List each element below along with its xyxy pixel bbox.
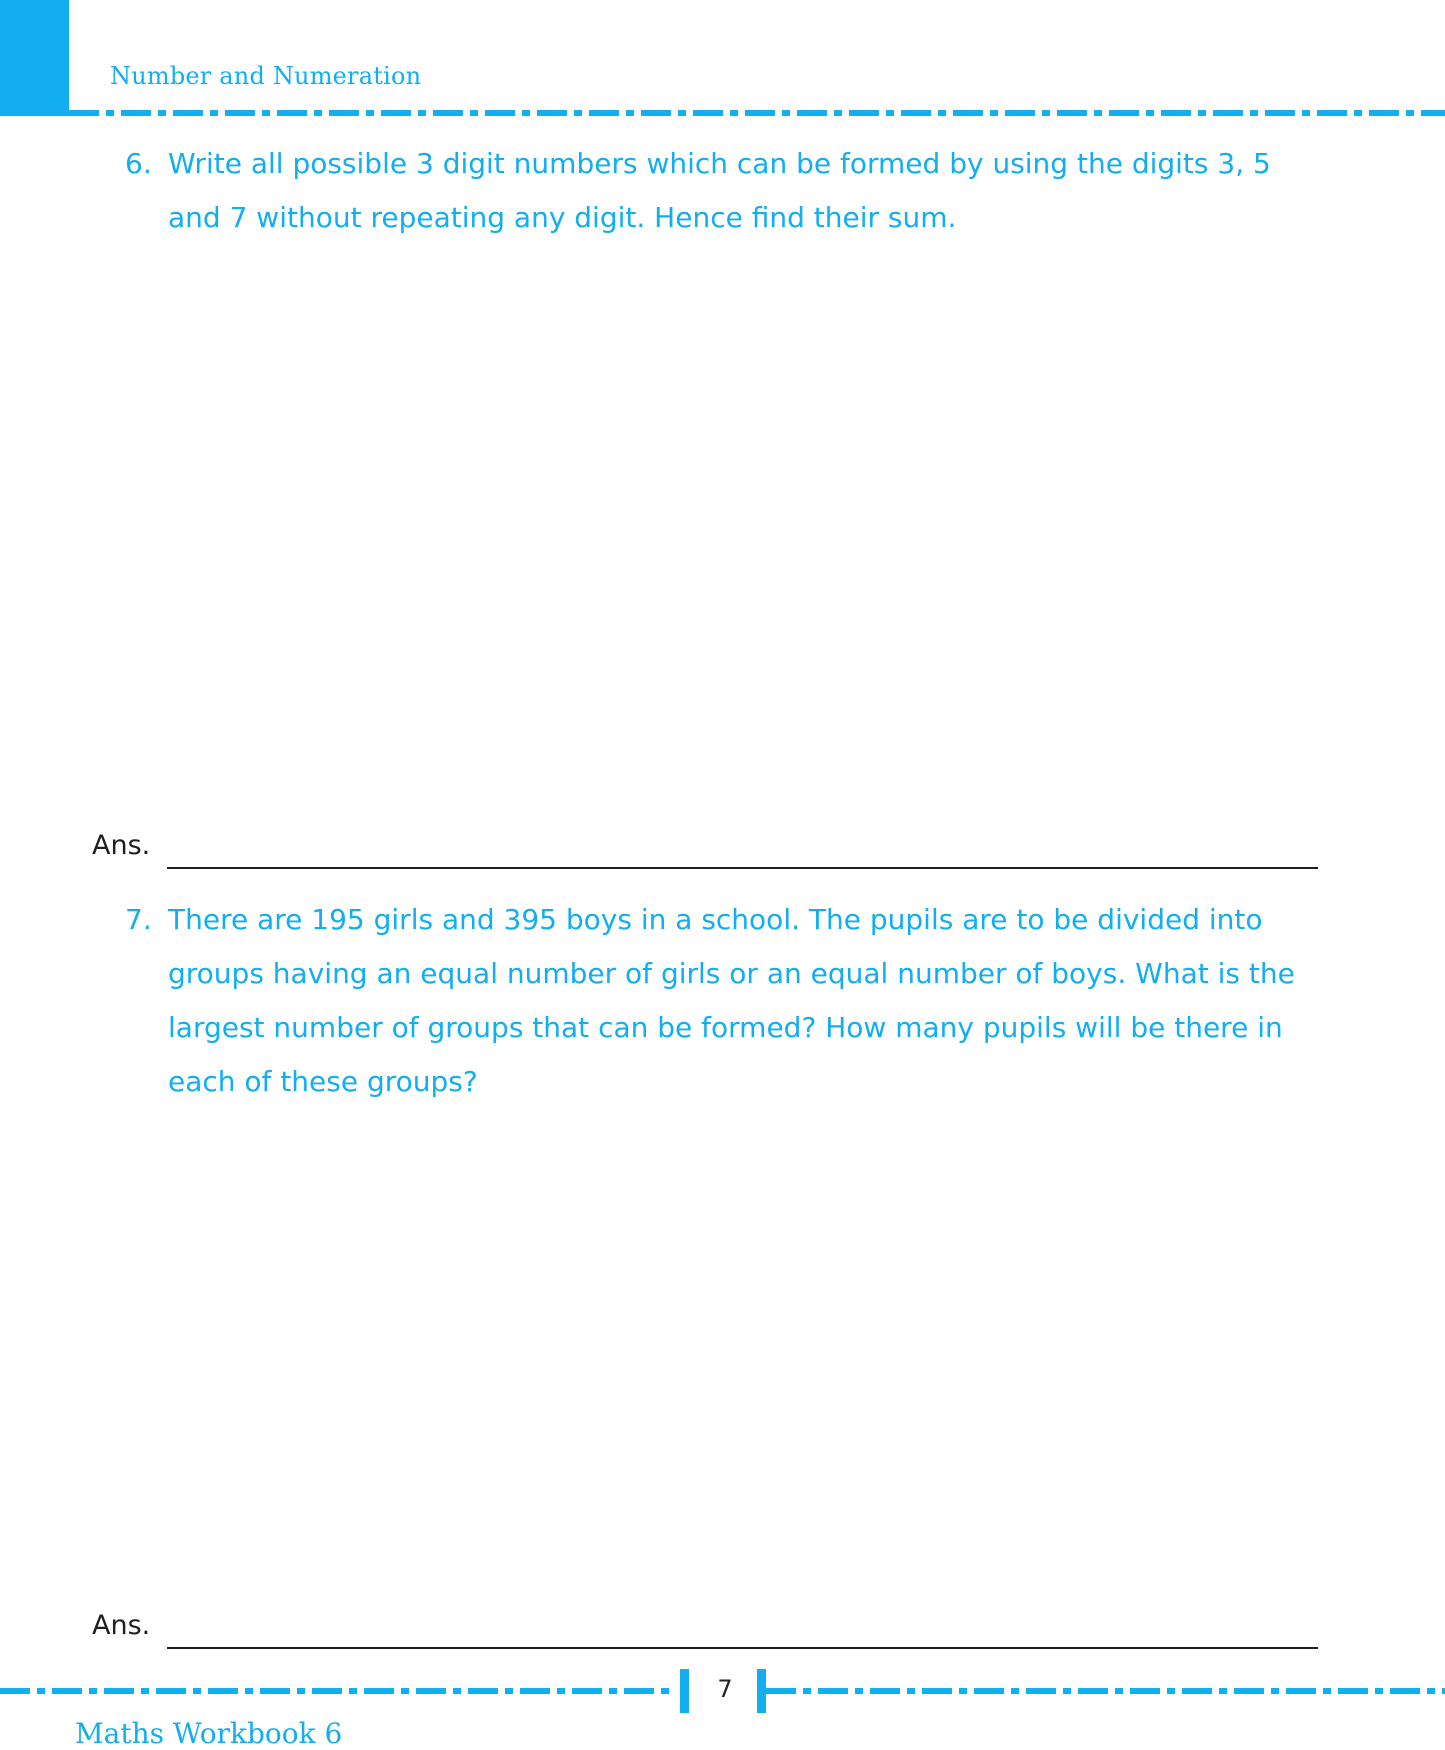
section-title: Number and Numeration — [110, 62, 422, 90]
answer-label: Ans. — [92, 1610, 151, 1641]
footer-dashed-rule-right — [766, 1688, 1445, 1694]
answer-row-6 — [92, 830, 1318, 874]
answer-line[interactable] — [167, 867, 1318, 869]
question-number: 7. — [125, 903, 152, 936]
page-number-bracket-left — [680, 1669, 689, 1713]
header-dashed-rule — [69, 110, 1445, 116]
question-7 — [125, 893, 1325, 1109]
page-number: 7 — [717, 1675, 733, 1703]
question-text: There are 195 girls and 395 boys in a school. The pupils are to be divided into groups having an equal number of girls or an equal number of boys. What is the largest number of groups that can be formed? How many pupils will be there in each of these groups? — [168, 903, 1295, 1098]
page-number-bracket-right — [757, 1669, 766, 1713]
question-number: 6. — [125, 147, 152, 180]
footer-dashed-rule-left — [0, 1688, 675, 1694]
header-corner-tab — [0, 0, 69, 116]
book-title: Maths Workbook 6 — [75, 1717, 343, 1750]
answer-line[interactable] — [167, 1647, 1318, 1649]
answer-label: Ans. — [92, 830, 151, 861]
answer-row-7 — [92, 1610, 1318, 1654]
question-text: Write all possible 3 digit numbers which can be formed by using the digits 3, 5 and 7 without repeating any digit. Hence find their sum. — [168, 147, 1271, 234]
question-6 — [125, 137, 1325, 245]
